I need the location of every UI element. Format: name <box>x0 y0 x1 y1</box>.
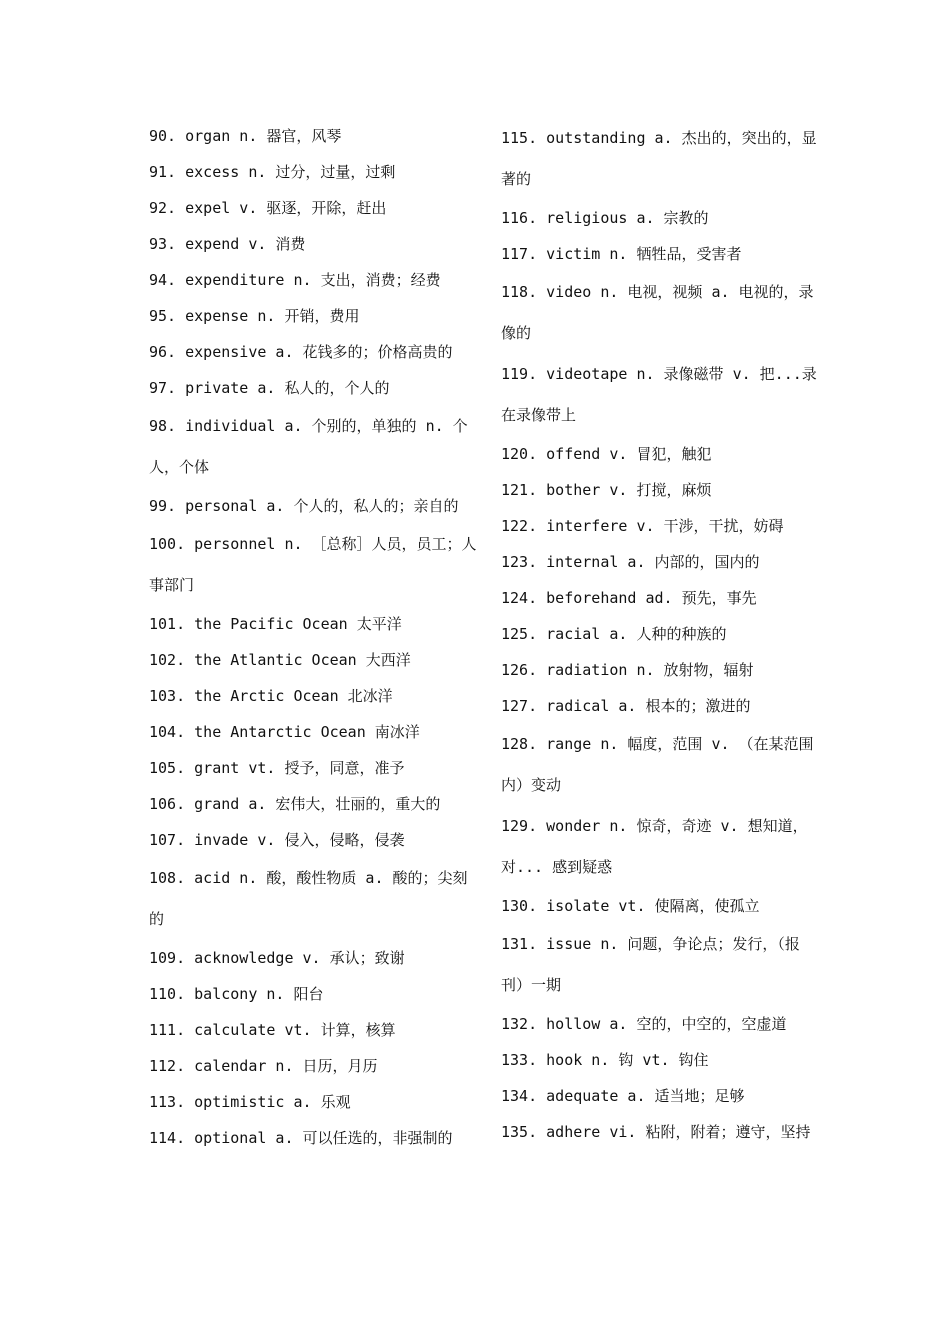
vocab-entry: 132. hollow a. 空的，中空的，空虚道 <box>501 1015 787 1033</box>
vocab-entry: 97. private a. 私人的，个人的 <box>149 379 390 397</box>
vocab-entry: 126. radiation n. 放射物，辐射 <box>501 661 754 679</box>
vocab-entry: 115. outstanding a. 杰出的，突出的，显著的 <box>501 129 817 188</box>
vocab-entry: 110. balcony n. 阳台 <box>149 985 324 1003</box>
vocab-entry: 114. optional a. 可以任选的，非强制的 <box>149 1129 453 1147</box>
vocab-entry: 103. the Arctic Ocean 北冰洋 <box>149 687 393 705</box>
vocab-entry: 94. expenditure n. 支出，消费；经费 <box>149 271 441 289</box>
vocab-entry: 121. bother v. 打搅，麻烦 <box>501 481 712 499</box>
vocab-entry: 92. expel v. 驱逐，开除，赶出 <box>149 199 387 217</box>
vocab-entry: 129. wonder n. 惊奇，奇迹 v. 想知道，对... 感到疑惑 <box>501 817 808 876</box>
vocab-entry: 133. hook n. 钩 vt. 钩住 <box>501 1051 709 1069</box>
vocab-entry: 120. offend v. 冒犯，触犯 <box>501 445 712 463</box>
vocab-entry: 117. victim n. 牺牲品，受害者 <box>501 245 742 263</box>
vocab-entry: 106. grand a. 宏伟大，壮丽的，重大的 <box>149 795 441 813</box>
vocab-entry: 122. interfere v. 干涉，干扰，妨碍 <box>501 517 784 535</box>
vocab-entry: 100. personnel n. ［总称］人员，员工；人事部门 <box>149 535 477 594</box>
vocab-entry: 113. optimistic a. 乐观 <box>149 1093 351 1111</box>
vocab-entry: 125. racial a. 人种的种族的 <box>501 625 727 643</box>
vocab-entry: 93. expend v. 消费 <box>149 235 306 253</box>
vocab-entry: 105. grant vt. 授予，同意，准予 <box>149 759 405 777</box>
vocab-entry: 108. acid n. 酸，酸性物质 a. 酸的；尖刻的 <box>149 869 468 928</box>
vocab-entry: 118. video n. 电视，视频 a. 电视的，录像的 <box>501 283 814 342</box>
vocab-entry: 128. range n. 幅度，范围 v. （在某范围内）变动 <box>501 735 814 794</box>
vocab-entry: 123. internal a. 内部的，国内的 <box>501 553 760 571</box>
vocab-entry: 131. issue n. 问题，争论点；发行，（报刊）一期 <box>501 935 800 994</box>
vocab-entry: 102. the Atlantic Ocean 大西洋 <box>149 651 411 669</box>
left-column <box>149 118 479 1156</box>
right-column <box>501 118 821 1150</box>
vocab-entry: 119. videotape n. 录像磁带 v. 把...录在录像带上 <box>501 365 817 424</box>
vocab-entry: 99. personal a. 个人的，私人的；亲自的 <box>149 497 459 515</box>
vocab-entry: 109. acknowledge v. 承认；致谢 <box>149 949 405 967</box>
vocab-entry: 124. beforehand ad. 预先，事先 <box>501 589 757 607</box>
vocab-entry: 98. individual a. 个别的，单独的 n. 个人，个体 <box>149 417 468 476</box>
vocab-entry: 91. excess n. 过分，过量，过剩 <box>149 163 396 181</box>
vocab-entry: 134. adequate a. 适当地；足够 <box>501 1087 745 1105</box>
vocab-entry: 90. organ n. 器官，风琴 <box>149 127 342 145</box>
vocab-entry: 135. adhere vi. 粘附，附着；遵守，坚持 <box>501 1123 811 1141</box>
vocab-entry: 95. expense n. 开销，费用 <box>149 307 360 325</box>
vocab-entry: 116. religious a. 宗教的 <box>501 209 709 227</box>
vocab-entry: 111. calculate vt. 计算，核算 <box>149 1021 396 1039</box>
vocab-entry: 104. the Antarctic Ocean 南冰洋 <box>149 723 420 741</box>
vocab-entry: 96. expensive a. 花钱多的；价格高贵的 <box>149 343 453 361</box>
vocab-entry: 107. invade v. 侵入，侵略，侵袭 <box>149 831 405 849</box>
vocab-entry: 112. calendar n. 日历，月历 <box>149 1057 378 1075</box>
vocab-entry: 101. the Pacific Ocean 太平洋 <box>149 615 402 633</box>
vocab-entry: 130. isolate vt. 使隔离，使孤立 <box>501 897 760 915</box>
vocab-entry: 127. radical a. 根本的；激进的 <box>501 697 751 715</box>
